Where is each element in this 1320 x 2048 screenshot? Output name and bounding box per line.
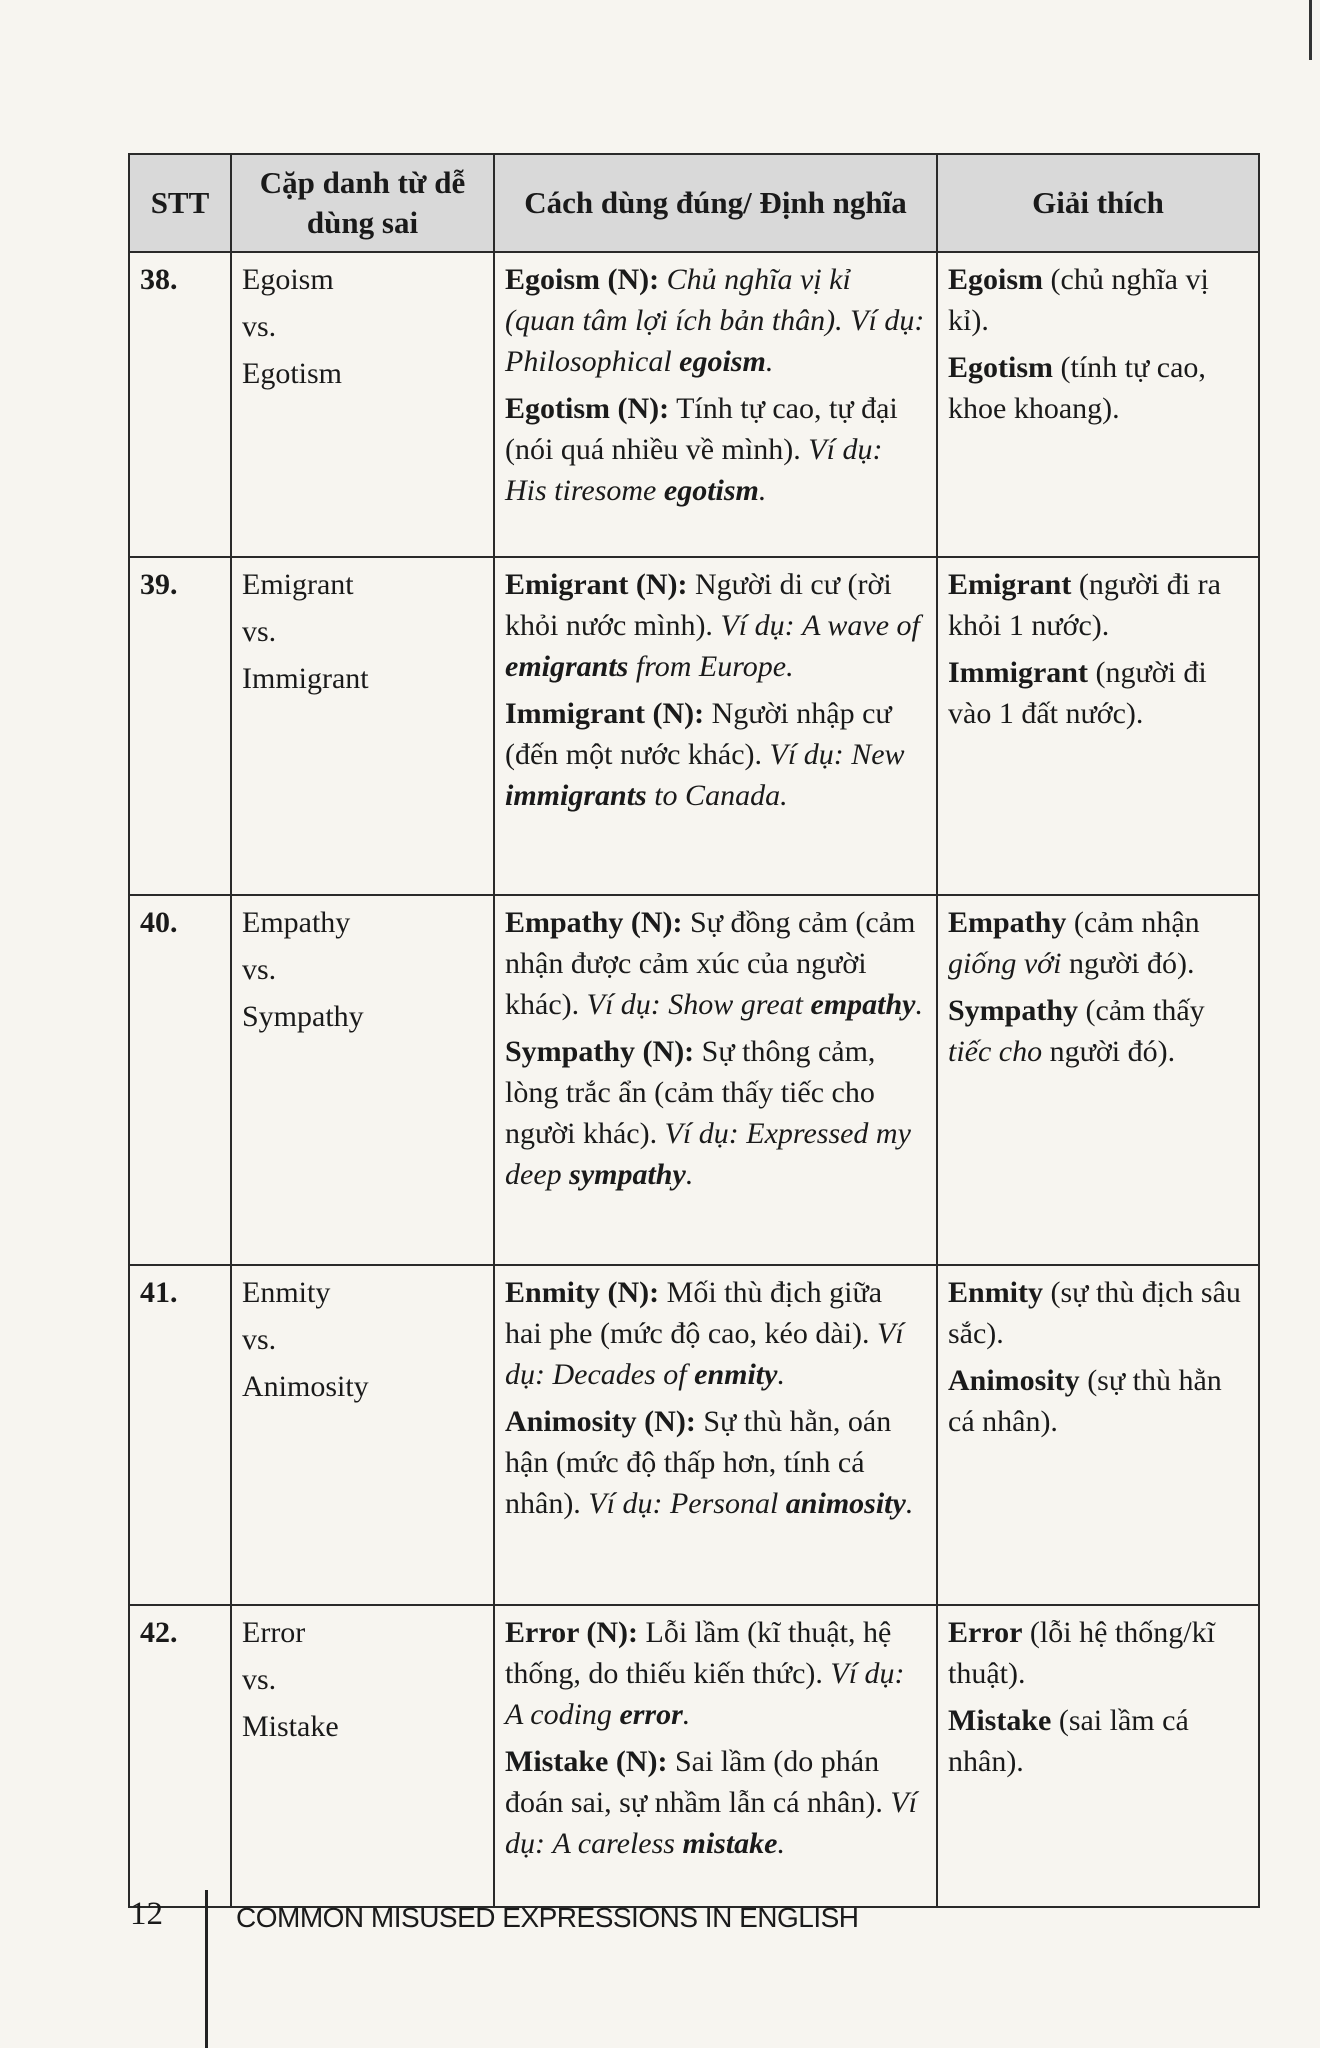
example-text: A careless [552,1827,675,1860]
term: Enmity [948,1276,1044,1309]
word-pair [231,1265,494,1605]
page-number: 12 [130,1896,163,1932]
explanation-cell [937,1605,1259,1907]
term: Error (N): [505,1616,639,1649]
row-number: 39. [129,557,231,895]
explanation-text: (sai lầm cá nhân). [948,1704,1189,1778]
explanation-text: (tính tự cao, khoe khoang). [948,351,1206,425]
term: Sympathy [948,994,1079,1027]
explanation-2 [948,652,1248,734]
definition-text: Sự thông cảm, lòng trắc ẩn (cảm thấy tiếc cho người khác). [505,1035,876,1150]
word-2: Immigrant [242,662,369,695]
definition-cell [494,1605,937,1907]
versus-label: vs. [242,1663,277,1696]
explanation-text: (cảm thấy [1085,994,1205,1027]
example-label: Ví dụ: [850,304,925,337]
word-2: Mistake [242,1710,339,1743]
versus-label: vs. [242,1323,277,1356]
example-end: . [758,474,767,507]
example-label: Ví dụ: [588,1487,663,1520]
example-end: from Europe. [635,650,794,683]
definition-text: Sai lầm (do phán đoán sai, sự nhầm lẫn cá nhân). [505,1745,883,1819]
definition-2 [505,1031,926,1195]
example-label: Ví dụ: [720,609,795,642]
example-keyword: egotism [663,474,759,507]
explanation-text: (sự thù địch sâu sắc). [948,1276,1241,1350]
definition-cell [494,895,937,1265]
term: Animosity [948,1364,1080,1397]
vocabulary-table [128,153,1260,1908]
explanation-cell [937,557,1259,895]
term: Immigrant [948,656,1088,689]
word-2: Egotism [242,357,343,390]
term: Emigrant [948,568,1072,601]
word-2: Sympathy [242,1000,364,1033]
row-number: 40. [129,895,231,1265]
explanation-text: (chủ nghĩa vị kỉ). [948,263,1209,337]
example-text: A wave of [802,609,920,642]
definition-text: Sự thù hằn, oán hận (mức độ thấp hơn, tính cá nhân). [505,1405,892,1520]
term: Egoism (N): [505,263,660,296]
word-1: Empathy [242,906,351,939]
example-keyword: mistake [682,1827,778,1860]
word-1: Egoism [242,263,334,296]
term: Mistake (N): [505,1745,668,1778]
word-pair [231,557,494,895]
table-row [129,252,1259,557]
row-number: 42. [129,1605,231,1907]
explanation-emphasis: giống với [948,947,1062,980]
example-end: . [682,1698,691,1731]
explanation-1 [948,564,1248,646]
word-pair [231,1605,494,1907]
definition-text: Tính tự cao, tự đại (nói quá nhiều về mình). [505,392,898,466]
example-text: New [851,738,905,771]
word-1: Emigrant [242,568,354,601]
table-row [129,1605,1259,1907]
header-pair: Cặp danh từ dễ dùng sai [231,154,494,252]
definition-text: Sự đồng cảm (cảm nhận được cảm xúc của người khác). [505,906,916,1021]
example-keyword: error [619,1698,683,1731]
example-label: Ví dụ: [664,1117,739,1150]
explanation-text: người đó). [1049,1035,1176,1068]
definition-text: Lỗi lầm (kĩ thuật, hệ thống, do thiếu kiến thức). [505,1616,892,1690]
word-pair [231,895,494,1265]
footer-divider [205,1890,208,2048]
example-end: to Canada. [654,779,788,812]
term: Immigrant (N): [505,697,705,730]
explanation-2 [948,347,1248,429]
term: Empathy [948,906,1067,939]
example-end: . [777,1358,785,1391]
row-number: 41. [129,1265,231,1605]
example-label: Ví dụ: [808,433,883,466]
term: Error [948,1616,1023,1649]
example-end: . [777,1827,785,1860]
definition-text: Chủ nghĩa vị kỉ (quan tâm lợi ích bản thân). [505,263,851,337]
explanation-1 [948,1272,1248,1354]
table-row [129,1265,1259,1605]
definition-2 [505,693,926,816]
definition-cell [494,557,937,895]
example-keyword: immigrants [505,779,647,812]
table-row [129,557,1259,895]
definition-1 [505,902,926,1025]
example-text: Show great [668,988,804,1021]
term: Emigrant (N): [505,568,688,601]
term: Mistake [948,1704,1052,1737]
explanation-text: người đó). [1069,947,1195,980]
example-keyword: egoism [679,345,766,378]
explanation-text: (sự thù hằn cá nhân). [948,1364,1222,1438]
term: Egotism [948,351,1053,384]
example-text: Philosophical [505,345,672,378]
example-end: . [765,345,774,378]
page-edge-mark [1309,0,1312,60]
example-text: His tiresome [505,474,657,507]
example-label: Ví dụ: [830,1657,905,1690]
explanation-1 [948,1612,1248,1694]
example-keyword: empathy [810,988,916,1021]
term: Egoism [948,263,1044,296]
definition-2 [505,388,926,511]
definition-2 [505,1741,926,1864]
word-1: Error [242,1616,306,1649]
versus-label: vs. [242,615,277,648]
explanation-text: (lỗi hệ thống/kĩ thuật). [948,1616,1215,1690]
word-2: Animosity [242,1370,369,1403]
explanation-cell [937,252,1259,557]
term: Animosity (N): [505,1405,696,1438]
term: Empathy (N): [505,906,683,939]
example-label: Ví dụ: [769,738,844,771]
header-stt: STT [129,154,231,252]
example-keyword: emigrants [505,650,629,683]
versus-label: vs. [242,310,277,343]
explanation-text: (người đi vào 1 đất nước). [948,656,1207,730]
word-pair [231,252,494,557]
header-usage: Cách dùng đúng/ Định nghĩa [494,154,937,252]
example-text: Personal [669,1487,779,1520]
explanation-emphasis: tiếc cho [948,1035,1043,1068]
page-footer [0,1890,1320,2048]
definition-text: Mối thù địch giữa hai phe (mức độ cao, kéo dài). [505,1276,883,1350]
example-keyword: sympathy [569,1158,686,1191]
word-1: Enmity [242,1276,331,1309]
definition-1 [505,259,926,382]
explanation-cell [937,1265,1259,1605]
versus-label: vs. [242,953,277,986]
example-text: A coding [505,1698,612,1731]
explanation-2 [948,1360,1248,1442]
term: Enmity (N): [505,1276,660,1309]
definition-1 [505,564,926,687]
example-end: . [905,1487,914,1520]
explanation-2 [948,1700,1248,1782]
example-text: Decades of [552,1358,687,1391]
term: Egotism (N): [505,392,670,425]
explanation-cell [937,895,1259,1265]
definition-cell [494,1265,937,1605]
book-title: COMMON MISUSED EXPRESSIONS IN ENGLISH [236,1902,859,1933]
explanation-text: (người đi ra khỏi 1 nước). [948,568,1221,642]
definition-1 [505,1612,926,1735]
term: Sympathy (N): [505,1035,695,1068]
explanation-text: (cảm nhận [1073,906,1200,939]
example-label: Ví dụ: [505,1317,904,1391]
example-keyword: animosity [785,1487,906,1520]
table-header-row [129,154,1259,252]
example-end: . [685,1158,694,1191]
definition-2 [505,1401,926,1524]
row-number: 38. [129,252,231,557]
example-end: . [915,988,924,1021]
explanation-1 [948,259,1248,341]
definition-text: Người di cư (rời khỏi nước mình). [505,568,892,642]
definition-cell [494,252,937,557]
example-label: Ví dụ: [586,988,661,1021]
explanation-1 [948,902,1248,984]
header-explanation: Giải thích [937,154,1259,252]
definition-text: Người nhập cư (đến một nước khác). [505,697,892,771]
explanation-2 [948,990,1248,1072]
example-text: Expressed my deep [505,1117,911,1191]
definition-1 [505,1272,926,1395]
example-keyword: enmity [694,1358,778,1391]
example-label: Ví dụ: [505,1786,917,1860]
table-row [129,895,1259,1265]
